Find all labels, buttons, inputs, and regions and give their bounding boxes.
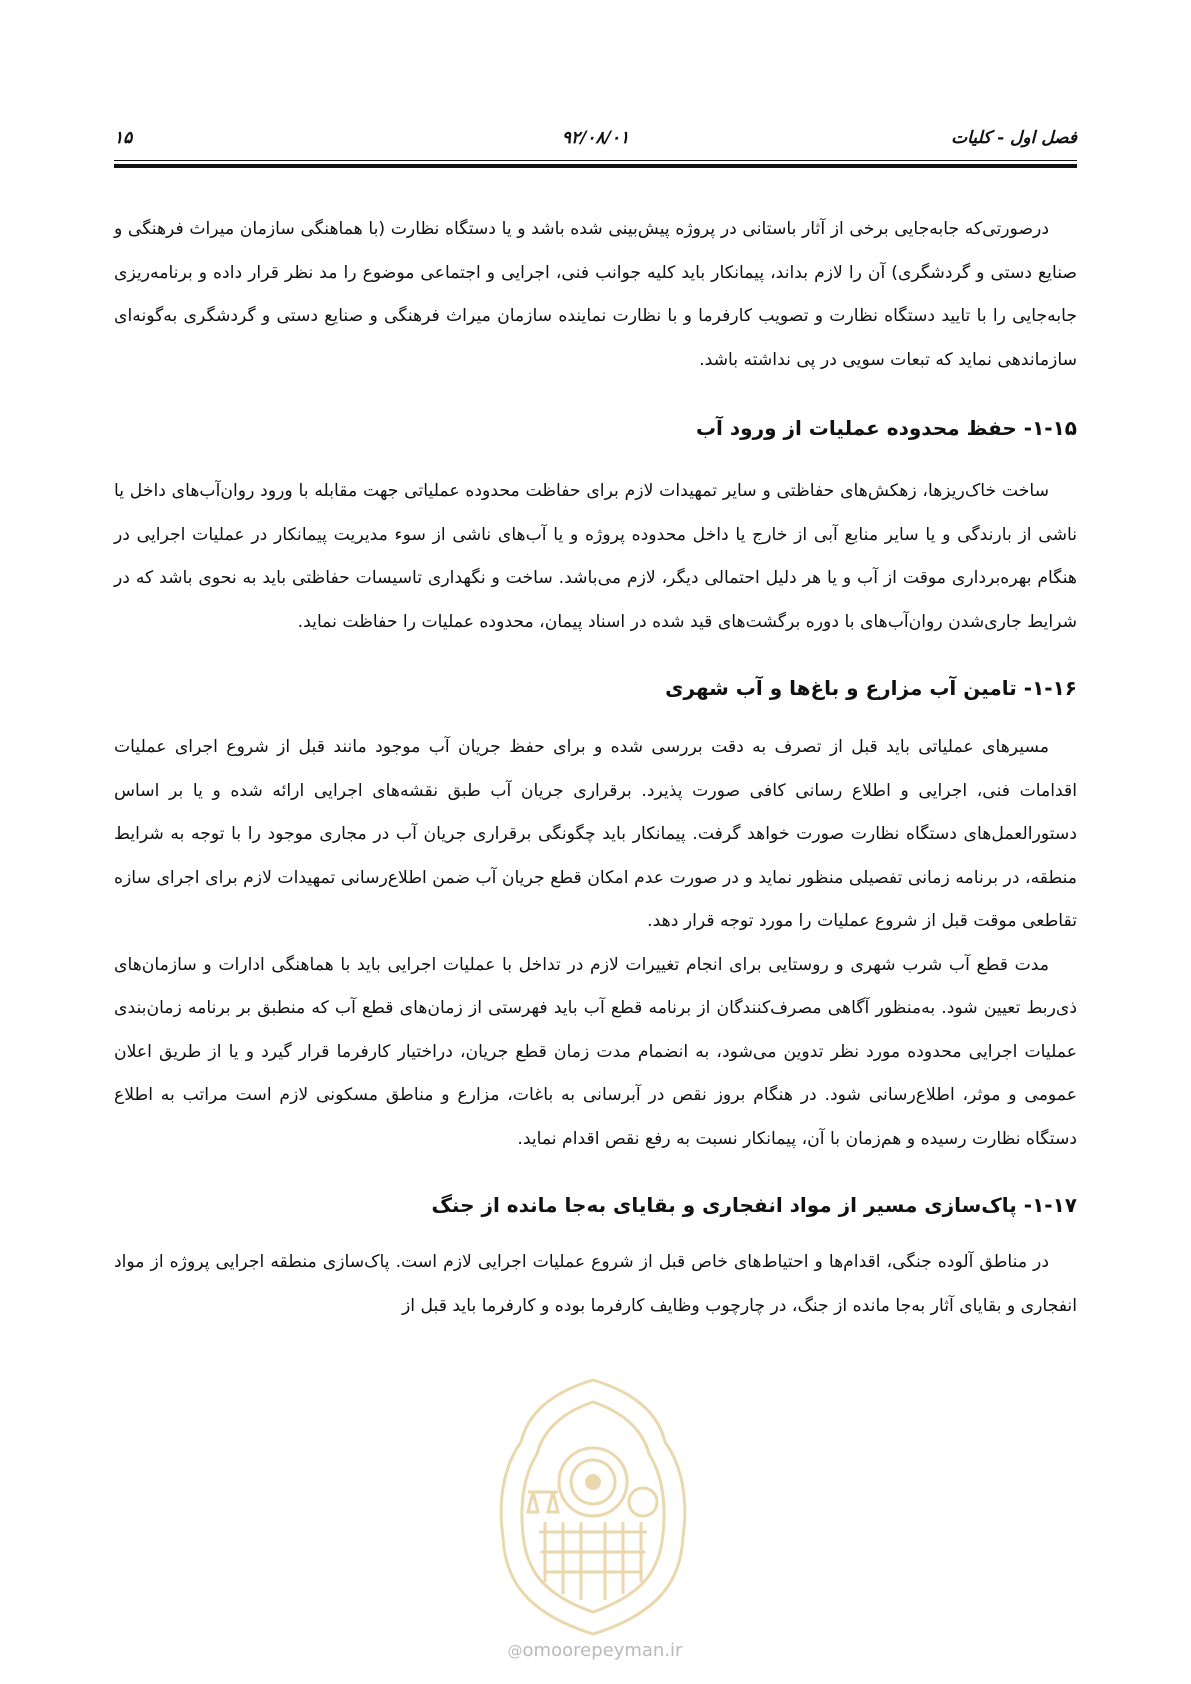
paragraph-demining: در مناطق آلوده جنگی، اقدام‌ها و احتیاط‌های خاص قبل از شروع عملیات اجرایی لازم است. پاک‌سازی منطقه اجرایی پروژه از مواد انفجاری و بقایای آثار به‌جا مانده از جنگ، در چارچوب وظایف کارفرما بوده و کارفرما باید قبل از: [114, 1252, 1077, 1316]
seal-emblem-icon: [483, 1372, 703, 1642]
at-sign-icon: @: [507, 1642, 523, 1660]
page-header: [114, 128, 1077, 152]
header-date: ۹۲/۰۸/۰۱: [561, 128, 630, 148]
chapter-title: فصل اول - کلیات: [951, 128, 1077, 148]
paragraph-relocation: درصورتی‌که جابه‌جایی برخی از آثار باستانی در پروژه پیش‌بینی شده باشد و یا دستگاه نظارت (با هماهنگی سازمان میراث فرهنگی و صنایع دستی و گردشگری) آن را لازم بداند، پیمانکار باید کلیه جوانب فنی، اجرایی و اجتماعی موضوع را مد نظر قرار داده و برنامه‌ریزی جابه‌جایی را با تایید دستگاه نظارت و تصویب کارفرما و با نظارت نماینده سازمان میراث فرهنگی و صنایع دستی و گردشگری به‌گونه‌ای سازماندهی نماید که تبعات سویی در پی نداشته باشد.: [114, 219, 1077, 370]
paragraph-water-protection: ساخت خاک‌ریزها، زهکش‌های حفاظتی و سایر تمهیدات لازم برای حفاظت محدوده عملیاتی جهت مقابله با ورود روان‌آب‌های داخل یا ناشی از بارندگی و یا سایر منابع آبی از خارج یا داخل محدوده پروژه و یا آب‌های ناشی از سوء مدیریت پیمانکار در عملیات اجرایی در هنگام بهره‌برداری موقت از آب و یا هر دلیل احتمالی دیگر، لازم می‌باشد. ساخت و نگهداری تاسیسات حفاظتی باید به نحوی باشد که در شرایط جاری‌شدن روان‌آب‌های با دوره برگشت‌های قید شده در اسناد پیمان، محدوده عملیات را حفاظت نماید.: [114, 481, 1077, 632]
header-rule-thick: [114, 164, 1077, 168]
watermark-url: @omoorepeyman.ir: [507, 1640, 683, 1661]
paragraph-water-cutoff: مدت قطع آب شرب شهری و روستایی برای انجام تغییرات لازم در تداخل با عملیات اجرایی باید با هماهنگی ادارات و سازمان‌های ذی‌ربط تعیین شود. به‌منظور آگاهی مصرف‌کنندگان از برنامه قطع آب باید فهرستی از زمان‌های قطع آب که منطبق بر برنامه زمان‌بندی عملیات اجرایی محدوده مورد نظر تدوین می‌شود، به انضمام مدت زمان قطع جریان، دراختیار کارفرما قرار گیرد و یا از طریق اعلان عمومی و موثر، اطلاع‌رسانی شود. در هنگام بروز نقص در آبرسانی به باغات، مزارع و مناطق مسکونی لازم است مراتب به اطلاع دستگاه نظارت رسیده و هم‌زمان با آن، پیمانکار نسبت به رفع نقص اقدام نماید.: [114, 954, 1077, 1149]
paragraph-water-supply: مسیرهای عملیاتی باید قبل از تصرف به دقت بررسی شده و برای حفظ جریان آب موجود مانند قبل از شروع اجرای عملیات اقدامات فنی، اجرایی و اطلاع رسانی کافی صورت پذیرد. برقراری جریان آب طبق نقشه‌های اجرایی ارائه شده و یا بر اساس دستورالعمل‌های دستگاه نظارت صورت خواهد گرفت. پیمانکار باید چگونگی برقراری جریان آب در مجاری موجود را با توجه به شرایط منطقه، در برنامه زمانی تفصیلی منظور نماید و در صورت عدم امکان قطع جریان آب ضمن اطلاع‌رسانی تمهیدات لازم برای اجرای سازه تقاطعی موقت قبل از شروع عملیات را مورد توجه قرار دهد.: [114, 737, 1077, 931]
heading-section-1-17: ۱-۱۷- پاک‌سازی مسیر از مواد انفجاری و بقایای به‌جا مانده از جنگ: [431, 1193, 1077, 1217]
page-body: [114, 208, 1077, 1328]
page-number: ۱۵: [114, 128, 133, 148]
header-rule-thin: [114, 160, 1077, 161]
heading-section-1-16: ۱-۱۶- تامین آب مزارع و باغ‌ها و آب شهری: [665, 676, 1077, 700]
heading-section-1-15: ۱-۱۵- حفظ محدوده عملیات از ورود آب: [695, 416, 1077, 440]
